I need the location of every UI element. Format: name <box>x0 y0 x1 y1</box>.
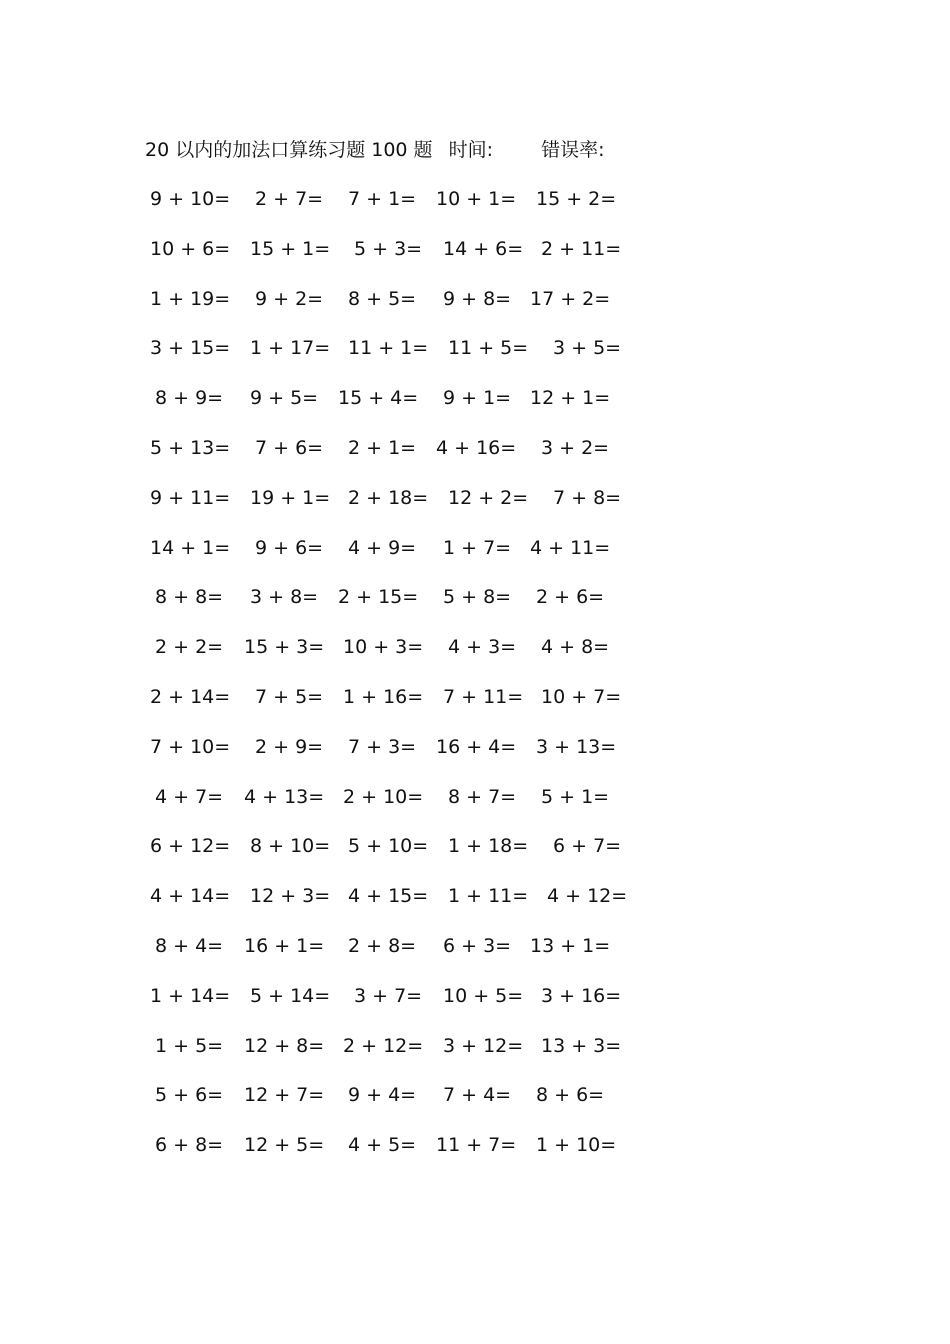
problem-row <box>0 881 950 931</box>
problem-item: 7 + 6= <box>255 436 324 459</box>
problem-item: 9 + 1= <box>443 387 512 410</box>
problem-row <box>0 981 950 1031</box>
problem-item: 15 + 4= <box>338 387 419 410</box>
problem-item: 2 + 7= <box>255 188 324 210</box>
problem-item: 9 + 4= <box>348 1084 417 1107</box>
problem-item: 4 + 11= <box>530 536 611 559</box>
problem-item: 16 + 4= <box>436 735 517 758</box>
problem-item: 5 + 14= <box>250 984 331 1007</box>
problem-item: 5 + 13= <box>150 436 231 459</box>
problem-item: 9 + 6= <box>255 536 324 559</box>
problem-item: 5 + 1= <box>541 785 610 808</box>
problem-item: 7 + 4= <box>443 1084 512 1107</box>
problem-row <box>0 1130 950 1180</box>
problem-item: 8 + 4= <box>155 934 224 957</box>
problem-item: 8 + 6= <box>536 1084 605 1107</box>
time-label: 时间: <box>448 139 494 161</box>
problem-item: 12 + 5= <box>244 1134 325 1157</box>
problem-item: 6 + 8= <box>155 1134 224 1157</box>
problem-item: 7 + 8= <box>553 486 622 509</box>
problem-row <box>0 383 950 433</box>
problem-row <box>0 1080 950 1130</box>
problem-item: 6 + 7= <box>553 835 622 858</box>
problem-item: 5 + 10= <box>348 835 429 858</box>
problem-item: 1 + 18= <box>448 835 529 858</box>
problem-row <box>0 184 950 234</box>
problem-item: 8 + 5= <box>348 287 417 310</box>
problem-row <box>0 582 950 632</box>
problem-item: 5 + 8= <box>443 586 512 609</box>
problem-item: 15 + 1= <box>250 237 331 260</box>
problem-item: 9 + 11= <box>150 486 231 509</box>
problem-row <box>0 433 950 483</box>
problem-item: 2 + 14= <box>150 685 231 708</box>
problem-item: 15 + 2= <box>536 188 617 210</box>
problem-item: 8 + 8= <box>155 586 224 609</box>
problem-item: 10 + 5= <box>443 984 524 1007</box>
problem-row <box>0 632 950 682</box>
problem-item: 19 + 1= <box>250 486 331 509</box>
problem-item: 4 + 8= <box>541 636 610 659</box>
problem-item: 10 + 6= <box>150 237 231 260</box>
problem-row <box>0 284 950 334</box>
problem-item: 2 + 10= <box>343 785 424 808</box>
problem-item: 11 + 5= <box>448 337 529 360</box>
problem-row <box>0 782 950 832</box>
worksheet-header <box>145 136 604 164</box>
problem-item: 5 + 3= <box>354 237 423 260</box>
problem-item: 7 + 5= <box>255 685 324 708</box>
problem-item: 11 + 1= <box>348 337 429 360</box>
problem-item: 8 + 7= <box>448 785 517 808</box>
problem-item: 1 + 14= <box>150 984 231 1007</box>
problem-item: 8 + 9= <box>155 387 224 410</box>
error-rate-label: 错误率: <box>541 139 605 161</box>
problem-item: 2 + 2= <box>155 636 224 659</box>
problem-grid <box>0 184 950 1180</box>
problem-item: 2 + 12= <box>343 1034 424 1057</box>
problem-item: 16 + 1= <box>244 934 325 957</box>
problem-row <box>0 931 950 981</box>
problem-item: 1 + 19= <box>150 287 231 310</box>
problem-item: 9 + 10= <box>150 188 231 210</box>
problem-item: 3 + 8= <box>250 586 319 609</box>
problem-item: 7 + 10= <box>150 735 231 758</box>
problem-item: 11 + 7= <box>436 1134 517 1157</box>
problem-item: 17 + 2= <box>530 287 611 310</box>
problem-item: 9 + 8= <box>443 287 512 310</box>
problem-item: 4 + 12= <box>547 885 628 908</box>
problem-row <box>0 234 950 284</box>
problem-row <box>0 533 950 583</box>
problem-item: 6 + 3= <box>443 934 512 957</box>
problem-item: 1 + 5= <box>155 1034 224 1057</box>
problem-item: 8 + 10= <box>250 835 331 858</box>
problem-item: 9 + 5= <box>250 387 319 410</box>
problem-item: 10 + 1= <box>436 188 517 210</box>
problem-item: 4 + 15= <box>348 885 429 908</box>
problem-item: 12 + 8= <box>244 1034 325 1057</box>
problem-item: 4 + 3= <box>448 636 517 659</box>
problem-item: 3 + 2= <box>541 436 610 459</box>
problem-item: 6 + 12= <box>150 835 231 858</box>
problem-item: 2 + 8= <box>348 934 417 957</box>
problem-item: 2 + 15= <box>338 586 419 609</box>
problem-item: 7 + 11= <box>443 685 524 708</box>
problem-item: 7 + 3= <box>348 735 417 758</box>
problem-item: 7 + 1= <box>348 188 417 210</box>
worksheet-title: 20 以内的加法口算练习题 100 题 <box>145 139 433 161</box>
problem-item: 13 + 3= <box>541 1034 622 1057</box>
problem-row <box>0 682 950 732</box>
problem-item: 4 + 13= <box>244 785 325 808</box>
problem-item: 4 + 16= <box>436 436 517 459</box>
problem-item: 9 + 2= <box>255 287 324 310</box>
problem-item: 3 + 7= <box>354 984 423 1007</box>
problem-item: 4 + 9= <box>348 536 417 559</box>
problem-item: 2 + 11= <box>541 237 622 260</box>
problem-row <box>0 732 950 782</box>
problem-row <box>0 333 950 383</box>
problem-item: 1 + 7= <box>443 536 512 559</box>
problem-item: 3 + 5= <box>553 337 622 360</box>
problem-item: 15 + 3= <box>244 636 325 659</box>
problem-item: 12 + 7= <box>244 1084 325 1107</box>
problem-row <box>0 1031 950 1081</box>
problem-item: 1 + 17= <box>250 337 331 360</box>
problem-item: 5 + 6= <box>155 1084 224 1107</box>
problem-item: 1 + 10= <box>536 1134 617 1157</box>
problem-item: 1 + 11= <box>448 885 529 908</box>
problem-item: 12 + 1= <box>530 387 611 410</box>
problem-row <box>0 831 950 881</box>
problem-item: 14 + 6= <box>443 237 524 260</box>
problem-item: 2 + 6= <box>536 586 605 609</box>
problem-item: 4 + 5= <box>348 1134 417 1157</box>
problem-item: 10 + 3= <box>343 636 424 659</box>
problem-item: 3 + 16= <box>541 984 622 1007</box>
problem-item: 2 + 18= <box>348 486 429 509</box>
problem-item: 4 + 7= <box>155 785 224 808</box>
problem-item: 2 + 1= <box>348 436 417 459</box>
problem-item: 3 + 12= <box>443 1034 524 1057</box>
problem-item: 3 + 15= <box>150 337 231 360</box>
problem-item: 10 + 7= <box>541 685 622 708</box>
problem-item: 4 + 14= <box>150 885 231 908</box>
problem-item: 12 + 2= <box>448 486 529 509</box>
problem-item: 2 + 9= <box>255 735 324 758</box>
problem-item: 12 + 3= <box>250 885 331 908</box>
problem-item: 14 + 1= <box>150 536 231 559</box>
problem-item: 3 + 13= <box>536 735 617 758</box>
problem-row <box>0 483 950 533</box>
problem-item: 1 + 16= <box>343 685 424 708</box>
problem-item: 13 + 1= <box>530 934 611 957</box>
